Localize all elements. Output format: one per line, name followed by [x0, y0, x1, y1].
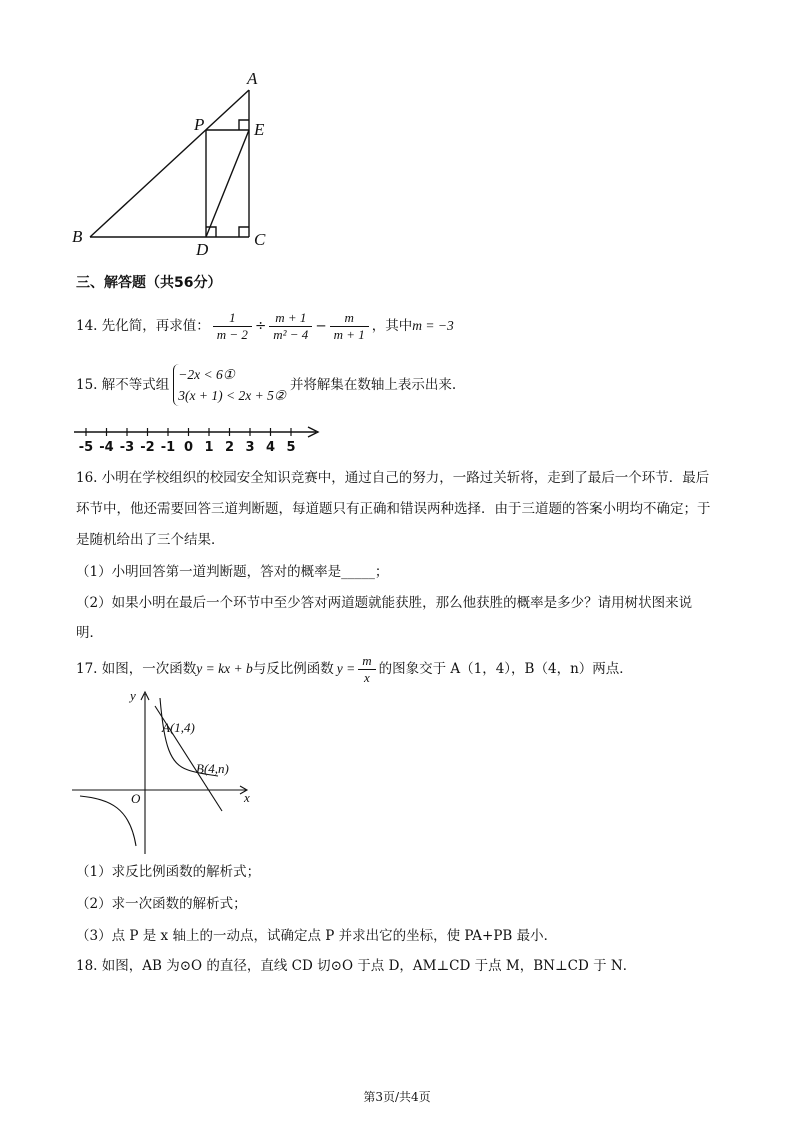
q17-sub-3: （3）点 P 是 x 轴上的一动点，试确定点 P 并求出它的坐标，使 PA+PB 最小． [76, 928, 558, 944]
page-footer: 第3页/共4页 [363, 1090, 431, 1104]
number-line-label: -4 [99, 440, 114, 455]
q14-f1-den: m − 2 [216, 326, 248, 342]
number-line [72, 424, 332, 458]
q16-line-3: 是随机给出了三个结果． [76, 532, 225, 548]
segment-ab [90, 90, 249, 237]
number-line-label: 3 [245, 440, 255, 455]
q17-prefix: 17. 如图，一次函数 [76, 661, 197, 677]
point-b-label: B(4,n) [196, 761, 229, 776]
q16-sub-1: （1）小明回答第一道判断题，答对的概率是_____； [76, 564, 389, 580]
q16-sub-2-line-1: （2）如果小明在最后一个环节中至少答对两道题就能获胜，那么他获胜的概率是多少？请用树状图来说 [76, 595, 693, 611]
q17-sub-2: （2）求一次函数的解析式； [76, 896, 247, 912]
q14-prefix: 14. 先化简，再求值： [76, 318, 210, 334]
segment-de [206, 130, 249, 237]
number-line-label: 1 [204, 440, 214, 455]
q17-sub-1: （1）求反比例函数的解析式； [76, 864, 261, 880]
q17-y-eq: y = [336, 661, 356, 676]
y-axis-label: y [130, 688, 136, 703]
origin-label: O [131, 791, 141, 806]
number-line-label: -2 [140, 440, 155, 455]
q15-system [173, 364, 286, 406]
q16-sub-2-line-2: 明． [76, 625, 103, 641]
number-line-label: 0 [183, 440, 194, 455]
q15-prefix: 15. 解不等式组 [76, 377, 170, 393]
q14-f3-den: m + 1 [333, 326, 365, 342]
right-angle-e [239, 120, 249, 130]
q14-fraction-3 [330, 310, 369, 343]
number-line-label: 2 [224, 440, 235, 455]
question-18: 18. 如图，AB 为⊙O 的直径，直线 CD 切⊙O 于点 D，AM⊥CD 于点 M，BN⊥CD 于 N． [76, 958, 637, 974]
label-b: B [72, 227, 83, 246]
q17-frac-den: x [364, 669, 370, 685]
hyperbola-branch-left [80, 796, 136, 846]
q14-suffix: ，其中 [371, 318, 413, 334]
q16-line-1: 16. 小明在学校组织的校园安全知识竞赛中，通过自己的努力，一路过关斩将，走到了最后一个环节．最后 [76, 470, 710, 486]
section-heading: 三、解答题（共56分） [76, 275, 222, 291]
q14-condition: m = −3 [412, 318, 454, 333]
number-line-label: 5 [286, 440, 296, 455]
label-e: E [254, 120, 265, 139]
function-graph [70, 686, 260, 856]
q14-f3-num: m [344, 309, 354, 325]
q14-f2-den: m² − 4 [273, 326, 309, 342]
q16-line-2: 环节中，他还需要回答三道判断题，每道题只有正确和错误两种选择．由于三道题的答案小明均不确定；于 [76, 501, 711, 517]
q15-inequality-1: −2x < 6① [178, 367, 235, 382]
q17-mid: 与反比例函数 [252, 661, 334, 677]
number-line-label: -5 [78, 440, 94, 455]
q17-suffix: 的图象交于 A（1，4），B（4，n）两点． [378, 661, 633, 677]
x-axis-label: x [244, 790, 250, 805]
q14-fraction-1 [213, 310, 252, 343]
q17-frac-num: m [362, 652, 372, 668]
label-d: D [196, 240, 209, 259]
q15-inequality-2: 3(x + 1) < 2x + 5② [178, 388, 286, 403]
number-line-label: -3 [119, 440, 135, 455]
point-a-label: A(1,4) [162, 720, 195, 735]
q14-fraction-2 [269, 310, 312, 343]
q17-fraction [358, 653, 375, 686]
q17-linear: y = kx + b [196, 661, 253, 676]
label-a: A [247, 69, 258, 88]
question-14 [76, 306, 454, 346]
triangle-figure [60, 60, 300, 260]
q14-f1-num: 1 [229, 309, 236, 325]
q14-minus: − [315, 318, 327, 334]
label-c: C [254, 230, 266, 249]
number-line-label: -1 [160, 440, 176, 455]
q15-suffix: 并将解集在数轴上表示出来. [289, 377, 457, 393]
question-15 [76, 362, 456, 408]
question-17 [76, 648, 633, 690]
q14-f2-num: m + 1 [275, 309, 307, 325]
right-angle-c [239, 227, 249, 237]
q14-divide: ÷ [254, 318, 267, 334]
label-p: P [194, 115, 205, 134]
number-line-label: 4 [265, 440, 276, 455]
